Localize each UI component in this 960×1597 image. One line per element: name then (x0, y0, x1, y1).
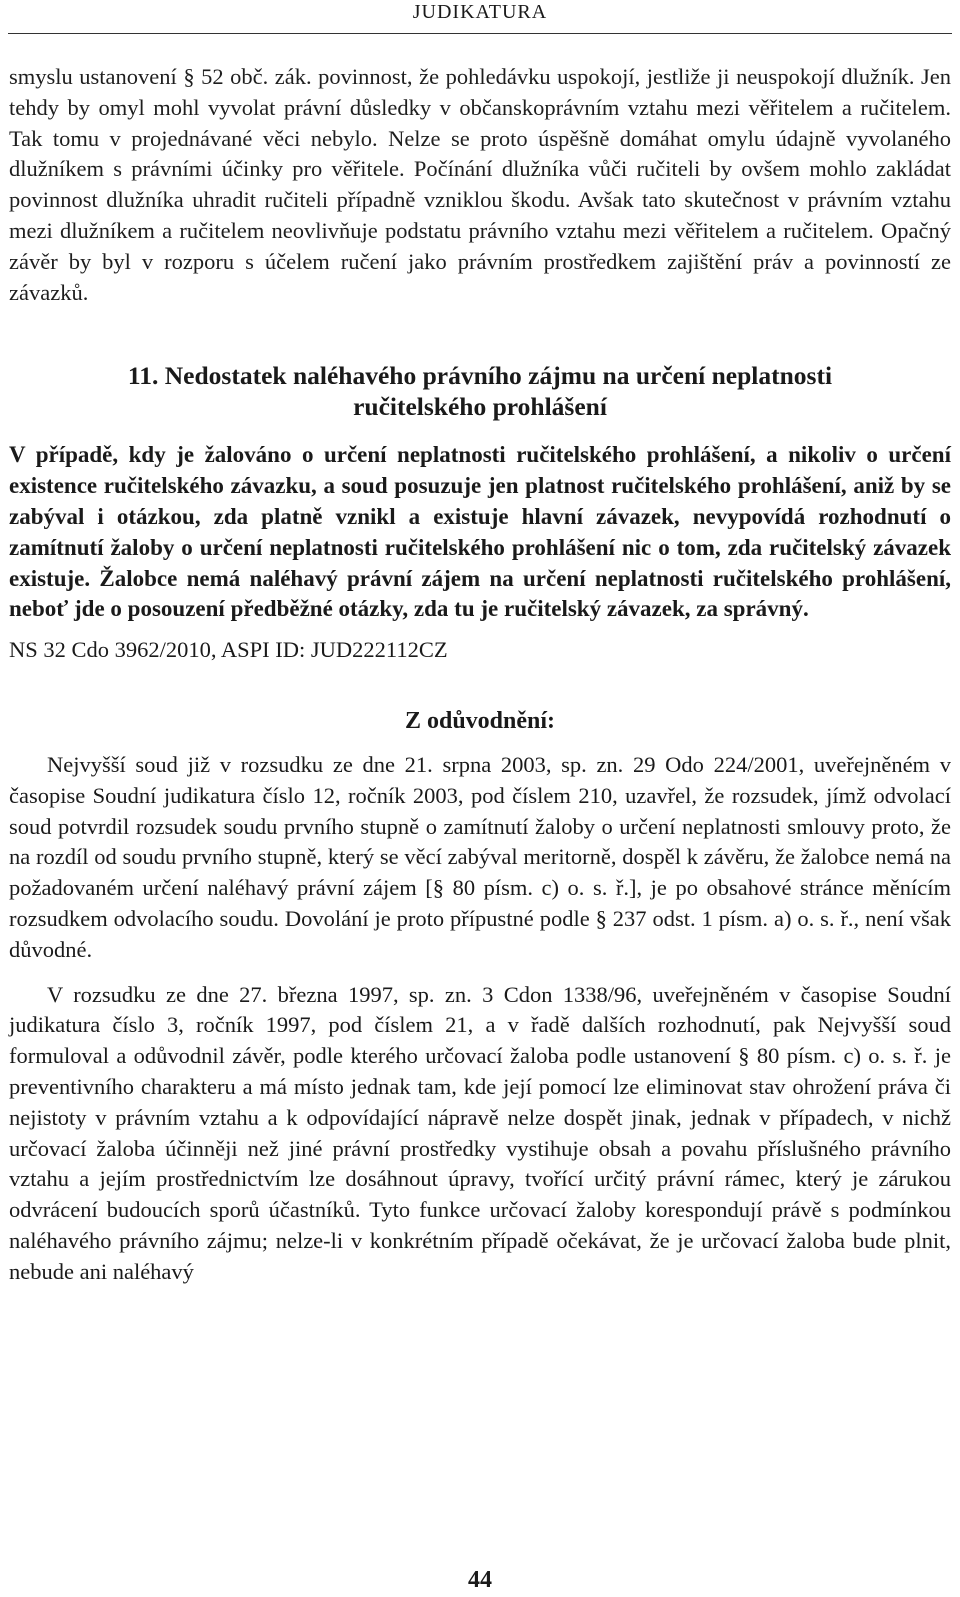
section-title-line-1: 11. Nedostatek naléhavého právního zájmu na určení neplatnosti (127, 361, 833, 391)
intro-paragraph: smyslu ustanovení § 52 obč. zák. povinnost, že pohledávku uspokojí, jestliže ji neuspokojí dlužník. Jen tehdy by omyl mohl vyvolat právní důsledky v občanskoprávním vztahu mezi věřitelem a ručitelem. Tak tomu v projednávané věci nebylo. Nelze se proto úspěšně domáhat omylu údajně vyvolaného dlužníkem s právními účinky pro věřitele. Počínání dlužníka vůči ručiteli by ovšem mohlo zakládat povinnost dlužníka uhradit ručiteli případně vzniklou škodu. Avšak tato skutečnost v právním vztahu mezi dlužníkem a ručitelem neovlivňuje podstatu právního vztahu mezi věřitelem a ručitelem. Opačný závěr by byl v rozporu s účelem ručení jako právním prostředkem zajištění práv a povinností ze závazků. (9, 64, 951, 305)
running-head: JUDIKATURA (412, 1, 548, 23)
reasons-paragraph-1: Nejvyšší soud již v rozsudku ze dne 21. srpna 2003, sp. zn. 29 Odo 224/2001, uveřejněném v časopise Soudní judikatura číslo 12, ročník 2003, pod číslem 210, uzavřel, že rozsudek, jímž odvolací soud potvrdil rozsudek soudu prvního stupně o zamítnutí žaloby o určení neplatnosti smlouvy proto, že na rozdíl od soudu prvního stupně, který se věcí zabýval meritorně, dospěl k závěru, že žalobce nemá na požadovaném určení naléhavý právní zájem [§ 80 písm. c) o. s. ř.], je po obsahové stránce měnícím rozsudkem odvolacího soudu. Dovolání je proto přípustné podle § 237 odst. 1 písm. a) o. s. ř., není však důvodné. (9, 751, 951, 962)
page-number: 44 (468, 1567, 492, 1593)
page-content (9, 62, 951, 1288)
case-citation: NS 32 Cdo 3962/2010, ASPI ID: JUD222112CZ (9, 637, 448, 663)
section-title (9, 360, 951, 422)
section-title-line-2: ručitelského prohlášení (353, 392, 607, 422)
reasons-heading: Z odůvodnění: (404, 707, 556, 734)
header-rule (8, 33, 952, 34)
reasons-paragraph-2: V rozsudku ze dne 27. března 1997, sp. zn. 3 Cdon 1338/96, uveřejněném v časopise Soudní judikatura číslo 3, ročník 1997, pod číslem 21, a v řadě dalších rozhodnutí, pak Nejvyšší soud formuloval a odůvodnil závěr, podle kterého určovací žaloba podle ustanovení § 80 písm. c) o. s. ř. je preventivního charakteru a má místo jednak tam, kde její pomocí lze eliminovat stav ohrožení práva či nejistoty v právním vztahu a k odpovídající nápravě nelze dospět jinak, jednak v případech, v nichž určovací žaloba účinněji než jiné právní prostředky vystihuje obsah a povahu příslušného právního vztahu a jejím prostřednictvím lze dosáhnout úpravy, tvořící určitý právní rámec, který je zárukou odvrácení budoucích sporů účastníků. Tyto funkce určovací žaloby korespondují právě s podmínkou naléhavého právního zájmu; nelze-li v konkrétním případě očekávat, že je určovací žaloba bude plnit, nebude ani naléhavý (9, 981, 951, 1284)
headnote-paragraph: V případě, kdy je žalováno o určení neplatnosti ručitelského prohlášení, a nikoliv o určení existence ručitelského závazku, a soud posuzuje jen platnost ručitelského prohlášení, aniž by se zabýval i otázkou, zda platně vznikl a existuje hlavní závazek, nevypovídá rozhodnutí o zamítnutí žaloby o určení neplatnosti ručitelského prohlášení nic o tom, zda ručitelský závazek existuje. Žalobce nemá naléhavý právní zájem na určení neplatnosti ručitelského prohlášení, neboť jde o posouzení předběžné otázky, zda tu je ručitelský závazek, za správný. (9, 442, 951, 622)
